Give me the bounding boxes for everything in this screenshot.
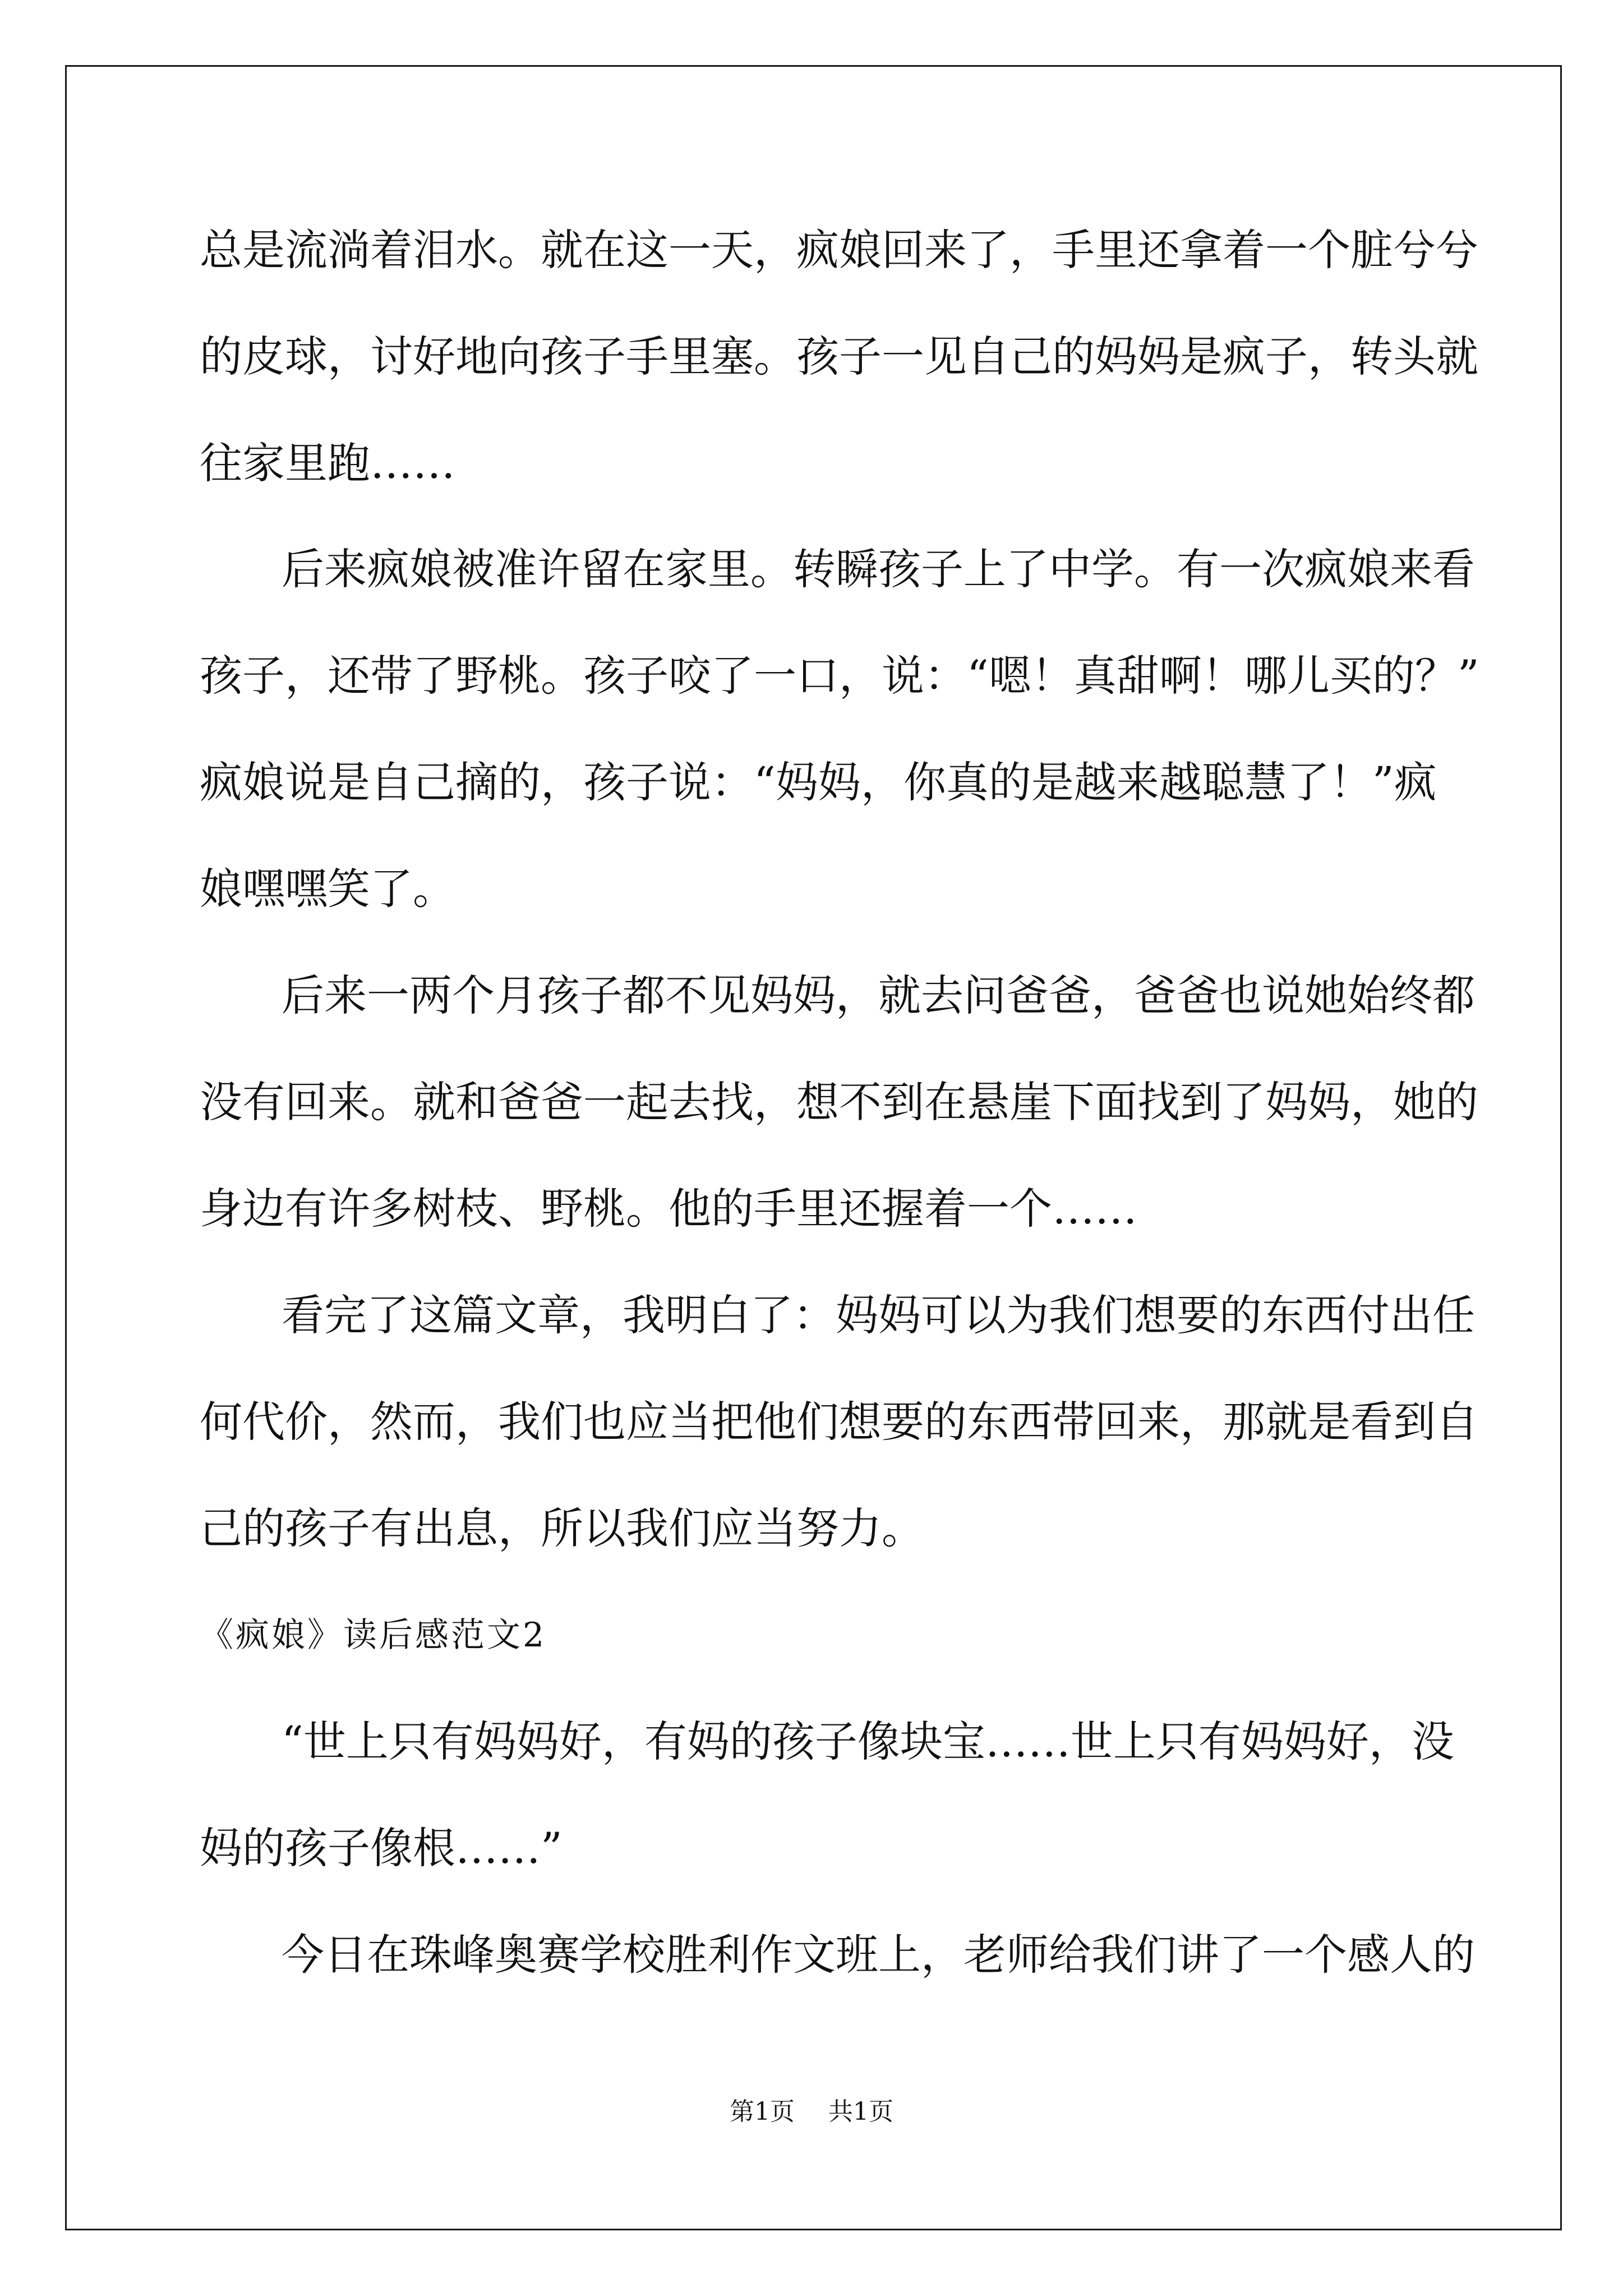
- paragraph-line: 妈的孩子像根……”: [200, 1823, 562, 1873]
- page-number-label: 第1页: [730, 2097, 795, 2126]
- paragraph-line: 疯娘说是自己摘的，孩子说：“妈妈，你真的是越来越聪慧了！”疯: [200, 757, 1437, 807]
- paragraph-line: 总是流淌着泪水。就在这一天，疯娘回来了，手里还拿着一个脏兮兮: [200, 225, 1478, 275]
- page-total-label: 共1页: [828, 2097, 893, 2126]
- paragraph-line: 的皮球，讨好地向孩子手里塞。孩子一见自己的妈妈是疯子，转头就: [200, 332, 1478, 381]
- page-footer: [0, 2095, 1623, 2129]
- paragraph-line: 看完了这篇文章，我明白了：妈妈可以为我们想要的东西付出任: [282, 1290, 1475, 1340]
- paragraph-line: 己的孩子有出息，所以我们应当努力。: [200, 1503, 924, 1553]
- paragraph-line: 后来疯娘被准许留在家里。转瞬孩子上了中学。有一次疯娘来看: [282, 544, 1475, 594]
- paragraph-line: 何代价，然而，我们也应当把他们想要的东西带回来，那就是看到自: [200, 1397, 1478, 1447]
- section-heading: 《疯娘》读后感范文2: [200, 1616, 547, 1655]
- paragraph-line: 往家里跑……: [200, 438, 455, 488]
- paragraph-line: “世上只有妈妈好，有妈的孩子像块宝……世上只有妈妈好，没: [282, 1717, 1454, 1766]
- paragraph-line: 没有回来。就和爸爸一起去找，想不到在悬崖下面找到了妈妈，她的: [200, 1077, 1478, 1127]
- paragraph-line: 今日在珠峰奥赛学校胜利作文班上，老师给我们讲了一个感人的: [282, 1930, 1475, 1980]
- paragraph-line: 后来一两个月孩子都不见妈妈，就去问爸爸，爸爸也说她始终都: [282, 970, 1475, 1020]
- paragraph-line: 孩子，还带了野桃。孩子咬了一口，说：“嗯！真甜啊！哪儿买的？”: [200, 651, 1479, 701]
- paragraph-line: 娘嘿嘿笑了。: [200, 864, 455, 914]
- page-border: [65, 65, 1562, 2230]
- paragraph-line: 身边有许多树枝、野桃。他的手里还握着一个……: [200, 1184, 1137, 1234]
